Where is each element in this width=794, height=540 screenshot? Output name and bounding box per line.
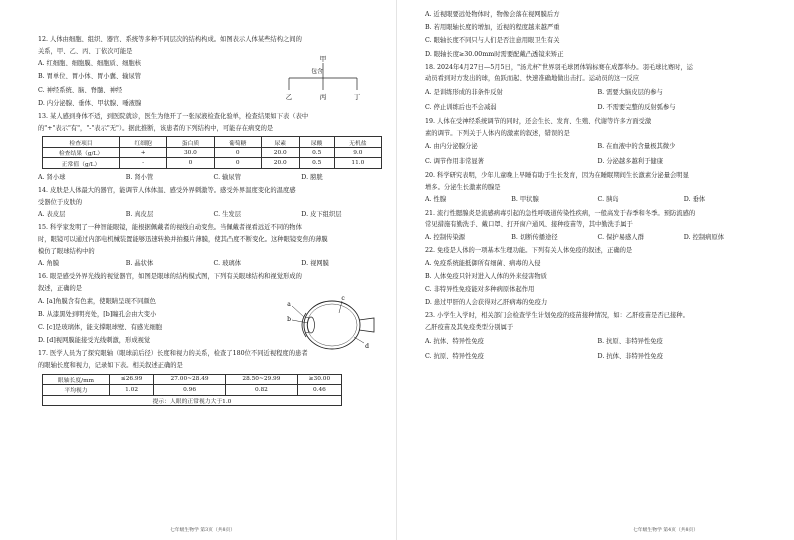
q12-option-a: A. 红细胞、细胞膜、细胞质、细胞核 [38, 60, 142, 68]
q13-stem-2: 的"+"表示"有"，"-"表示"无"）。据此推断，该患者的下列结构中，可能存在病变的是 [38, 124, 274, 132]
q19-options-row-1 [425, 139, 770, 154]
q13-option-c: C. 输尿管 [213, 173, 241, 181]
q17-option-b: B. 若用眼轴长度的增加，近视的程度越来越严重 [425, 24, 560, 32]
question-22 [425, 245, 770, 309]
q19-stem-2: 素的调节。下列关于人体内的激素的叙述，错误的是 [425, 129, 570, 137]
table-cell: 11.0 [334, 158, 381, 169]
q15-stem-3: 模仿了眼球结构中的 [38, 247, 95, 255]
table-cell: ≤26.99 [110, 374, 154, 385]
q16-stem-2: 叙述，正确的是 [38, 285, 83, 293]
question-16 [38, 271, 389, 351]
table-cell: - [120, 158, 167, 169]
right-page-footer: 七年级生物学 第4页（共8页） [633, 528, 699, 533]
table-cell: 0.5 [299, 147, 334, 158]
q16-stem-1: 16. 眼是感受外界光线的视觉器官，如图是眼球的结构模式图，下列有关眼球结构和视觉形成的 [38, 273, 302, 281]
q22-option-d: D. 患过甲肝的人会获得对乙肝病毒的免疫力 [425, 299, 548, 307]
question-17-options [425, 8, 770, 61]
table-cell: 0 [214, 147, 261, 158]
q16-option-b: B. 从漆黑处到明亮处，[b]瞳孔会由大变小 [38, 310, 157, 318]
q23-option-a: A. 抗体、特异性免疫 [425, 337, 484, 345]
q18-option-a: A. 是训练形成的非条件反射 [425, 89, 503, 96]
diagram-label-yi: 乙 [285, 93, 293, 102]
table-cell: 无机盐 [334, 137, 381, 148]
eyeball-diagram [284, 293, 380, 355]
q15-option-c: C. 玻璃体 [213, 260, 241, 268]
q14-option-d: D. 皮下组织层 [301, 211, 342, 219]
q23-option-d: D. 抗体、非特异性免疫 [597, 352, 663, 360]
q22-option-b: B. 人体免疫只针对进入人体的外来侵害物质 [425, 272, 547, 280]
q19-option-a: A. 由内分泌腺分泌 [425, 143, 478, 151]
q18-option-b: B. 需要大脑皮层的参与 [597, 89, 663, 96]
q15-option-d: D. 视网膜 [301, 260, 329, 268]
diagram-label-bing: 丙 [319, 93, 327, 102]
q12-hierarchy-diagram [283, 54, 363, 102]
q14-option-a: A. 表皮层 [38, 211, 66, 219]
q12-stem-2: 关系，甲、乙、丙、丁依次可能是 [38, 47, 133, 55]
table-row [43, 395, 342, 406]
question-12 [38, 34, 389, 110]
q22-option-a: A. 免疫系统能抵御所有细菌、病毒的入侵 [425, 259, 541, 267]
table-cell: 红细胞 [120, 137, 167, 148]
q15-options [38, 257, 389, 270]
table-cell: 0 [214, 158, 261, 169]
q14-stem-1: 14. 皮肤是人体最大的器官，能调节人体体温、感受外界刺激等。感受外界温度变化的温度感 [38, 187, 296, 195]
q17-option-d: D. 眼轴长度≥30.00mm时需要配戴凸透镜来矫正 [425, 50, 564, 58]
table-row [43, 385, 342, 396]
question-14 [38, 185, 389, 221]
question-23 [425, 310, 770, 363]
table-cell: 30.0 [167, 147, 214, 158]
q13-option-d: D. 膀胱 [301, 173, 323, 181]
table-cell: 0.82 [225, 385, 297, 396]
q20-option-c: C. 胰岛 [597, 196, 619, 204]
q18-option-d: D. 不需要完整的反射弧参与 [597, 104, 676, 111]
q15-option-b: B. 晶状体 [125, 260, 154, 268]
q21-option-b: B. 切断传播途径 [511, 233, 558, 241]
q23-stem-2: 乙肝疫苗及其免疫类型分别属于 [425, 323, 514, 331]
q19-option-b: B. 在血液中的含量极其微少 [597, 143, 676, 151]
q21-option-c: C. 保护易感人群 [597, 233, 644, 241]
q13-option-b: B. 肾小管 [125, 173, 154, 181]
table-cell: 尿酸 [299, 137, 334, 148]
eye-axis-table [42, 374, 342, 407]
question-17 [38, 348, 389, 406]
question-21 [425, 208, 770, 244]
q14-options [38, 208, 389, 221]
table-cell: 0.96 [154, 385, 226, 396]
table-cell: 0.46 [297, 385, 341, 396]
q20-option-a: A. 性腺 [425, 196, 447, 204]
q23-option-b: B. 抗原、非特异性免疫 [597, 337, 663, 345]
q21-option-d: D. 控制病原体 [683, 233, 725, 241]
q18-options-row-1 [425, 85, 770, 100]
urine-test-table [42, 136, 382, 169]
q16-option-d: D. [d]视网膜能接受光线刺激，形成视觉 [38, 337, 151, 345]
eye-label-c: c [341, 295, 345, 303]
q14-option-c: C. 生发层 [213, 211, 241, 219]
table-cell: 0.5 [299, 158, 334, 169]
q12-stem-1: 12. 人体由细胞、组织、器官、系统等多种不同层次的结构构成。如图表示人体某些结构之间的 [38, 36, 302, 43]
q17-stem-1: 17. 医学人员为了探究眼轴（眼球前后径）长度和视力的关系，检查了180位不同近视程度的患者 [38, 350, 308, 358]
q15-option-a: A. 角膜 [38, 260, 60, 268]
q12-option-b: B. 胃单位、胃小体、胃小囊、输尿管 [38, 73, 142, 81]
q17-option-a: A. 近视眼要远处物体时，物像会落在视网膜后方 [425, 11, 560, 18]
question-19 [425, 116, 770, 169]
q20-option-d: D. 垂体 [683, 196, 706, 204]
question-18 [425, 62, 770, 115]
q18-stem-1: 18. 2024年4月27日—5月5日，"汤尤杯"世界羽毛球团体锦标赛在成都举办。羽毛球比赛时，运 [425, 63, 693, 71]
left-page-footer: 七年级生物学 第3页（共8页） [170, 528, 236, 533]
q20-stem-1: 20. 科学研究表明，少年儿童晚上早睡有助于生长发育，因为在睡眠期间生长激素分泌量会明显 [425, 172, 689, 180]
q19-stem-1: 19. 人体在受神经系统调节的同时，还会生长、发育、生殖、代谢等许多方面受激 [425, 118, 652, 125]
question-20 [425, 170, 770, 206]
q21-stem-2: 常见措施有勤洗手、戴口罩、打开窗户通风、接种疫苗等，其中勤洗手属于 [425, 221, 633, 229]
table-cell: 20.0 [261, 158, 299, 169]
q20-options [425, 193, 770, 206]
q21-option-a: A. 控制传染源 [425, 233, 466, 241]
q12-option-c: C. 神经系统、脑、脊髓、神经 [38, 86, 123, 94]
q13-stem-1: 13. 某人感到身体不适，到医院就诊，医生为他开了一张尿液检查化验单，检查结果如下表（表中 [38, 113, 309, 121]
table-cell: 1.02 [110, 385, 154, 396]
table-row [43, 158, 382, 169]
question-15 [38, 222, 389, 270]
table-cell: 检查项目 [43, 137, 120, 148]
q17-option-c: C. 眼轴长度不同只与人们是否注意用眼卫生有关 [425, 37, 560, 45]
q16-option-c: C. [c]是玻璃体，能支撑眼球壁、有感光细胞 [38, 324, 163, 332]
table-row [43, 147, 382, 158]
table-cell: 平均视力 [43, 385, 110, 396]
q23-option-c: C. 抗原、特异性免疫 [425, 352, 484, 360]
q22-stem: 22. 免疫是人体的一项基本生理功能。下列有关人体免疫的叙述，正确的是 [425, 246, 633, 254]
table-cell: 尿素 [261, 137, 299, 148]
table-cell: + [120, 147, 167, 158]
table-cell: 眼轴长度/mm [43, 374, 110, 385]
q12-option-d: D. 内分泌腺、垂体、甲状腺、唾液腺 [38, 99, 142, 107]
right-page [397, 0, 794, 540]
q20-option-b: B. 甲状腺 [511, 196, 539, 204]
table-cell: 蛋白质 [167, 137, 214, 148]
table-cell: ≥30.00 [297, 374, 341, 385]
eye-label-b: b [287, 316, 291, 324]
q19-options-row-2 [425, 154, 770, 169]
q19-option-d: D. 分泌越多越利于健康 [597, 158, 663, 166]
q21-options [425, 231, 770, 244]
eye-label-a: a [287, 301, 291, 309]
table-cell: 20.0 [261, 147, 299, 158]
q23-options-row-1 [425, 334, 770, 349]
q21-stem-1: 21. 流行性腮腺炎是流感病毒引起的急性呼吸道传染性疾病，一般高发于春季和冬季。预防流感的 [425, 209, 696, 217]
q19-option-c: C. 调节作用非常显著 [425, 158, 484, 166]
q15-stem-2: 时，眼镜可以通过内部电机械装置能够迅速转换并拍摄片薄膜，使其凸度不断变化。这种眼镜变焦的薄膜 [38, 236, 328, 244]
question-13 [38, 111, 389, 184]
q16-option-a: A. [a]角膜含有色素，使眼睛呈现不同颜色 [38, 297, 156, 305]
diagram-label-contains: 包含 [311, 69, 323, 76]
q22-option-c: C. 非特异性免疫能对多种病原体起作用 [425, 285, 535, 293]
q23-options-row-2 [425, 349, 770, 364]
table-header-row [43, 137, 382, 148]
table-row [43, 374, 342, 385]
q15-stem-1: 15. 科学家发明了一种智能眼镜，能根据佩戴者的视线自动变焦。当佩戴者视看远近不同的物体 [38, 224, 302, 232]
table-cell: 葡萄糖 [214, 137, 261, 148]
q18-option-c: C. 停止训练后也不会减弱 [425, 104, 497, 111]
table-cell: 9.0 [334, 147, 381, 158]
table-cell: 0 [167, 158, 214, 169]
table-cell: 27.00~28.49 [154, 374, 226, 385]
table-cell: 正常值（g/L） [43, 158, 120, 169]
q18-options-row-2 [425, 100, 770, 115]
diagram-label-ding: 丁 [353, 93, 361, 102]
q13-option-a: A. 肾小球 [38, 173, 66, 181]
eye-label-d: d [365, 343, 369, 351]
table-cell: 28.50~29.99 [225, 374, 297, 385]
table-cell: 检查结果（g/L） [43, 147, 120, 158]
q23-stem-1: 23. 小学生入学时，相关部门会检查学生计划免疫的疫苗接种情况，如：乙肝疫苗是否已接种。 [425, 312, 689, 320]
q18-stem-2: 动员看到对方发出的球，鱼跃而起、快速准确地做出击打。运动员的这一反应 [425, 75, 640, 83]
q14-option-b: B. 真皮层 [125, 211, 154, 219]
q20-stem-2: 增多。分泌生长激素的腺是 [425, 183, 501, 191]
q17-stem-2: 的眼轴长度和视力，记录如下表。相关叙述正确的是 [38, 362, 183, 370]
q13-options [38, 171, 389, 184]
diagram-label-jia: 甲 [319, 55, 327, 64]
table-note-cell: 提示：人眼的正常视力大于1.0 [43, 395, 342, 406]
q14-stem-2: 受器位于皮肤的 [38, 198, 83, 206]
